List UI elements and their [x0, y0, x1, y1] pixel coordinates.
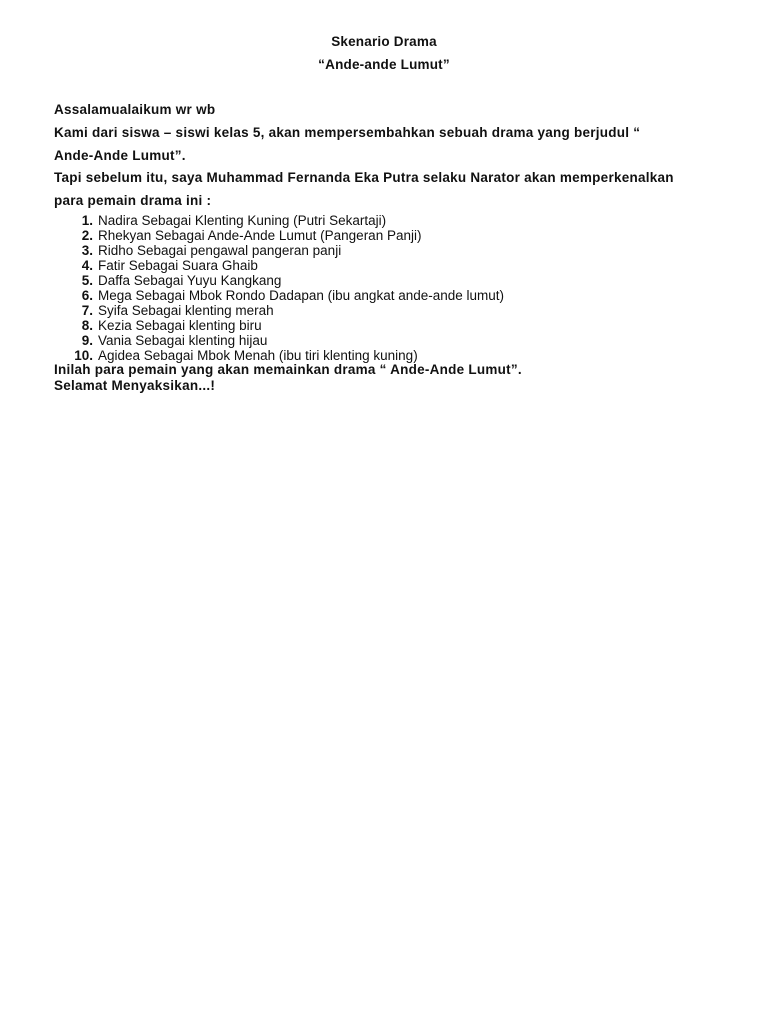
cast-list-item — [54, 213, 734, 228]
greeting-line: Assalamualaikum wr wb — [54, 102, 216, 117]
cast-list-item — [54, 258, 734, 273]
cast-text: Rhekyan Sebagai Ande-Ande Lumut (Pangeran Panji) — [98, 228, 422, 243]
cast-text: Kezia Sebagai klenting biru — [98, 318, 262, 333]
cast-number: 9. — [81, 333, 93, 348]
cast-number: 5. — [81, 273, 93, 288]
cast-text: Vania Sebagai klenting hijau — [98, 333, 268, 348]
cast-text: Daffa Sebagai Yuyu Kangkang — [98, 273, 282, 288]
cast-list — [54, 213, 734, 363]
cast-number: 8. — [81, 318, 93, 333]
cast-text: Syifa Sebagai klenting merah — [98, 303, 274, 318]
intro-line-2: Ande-Ande Lumut”. — [54, 148, 186, 163]
intro-line-1: Kami dari siswa – siswi kelas 5, akan mempersembahkan sebuah drama yang berjudul “ — [54, 125, 641, 140]
cast-number: 4. — [81, 258, 93, 273]
cast-list-item — [54, 318, 734, 333]
cast-list-item — [54, 303, 734, 318]
cast-list-item — [54, 348, 734, 363]
cast-list-item — [54, 243, 734, 258]
cast-text: Nadira Sebagai Klenting Kuning (Putri Sekartaji) — [98, 213, 387, 228]
cast-list-item — [54, 228, 734, 243]
cast-number: 10. — [74, 348, 93, 363]
closing-line-1: Inilah para pemain yang akan memainkan drama “ Ande-Ande Lumut”. — [54, 362, 522, 377]
cast-number: 2. — [81, 228, 93, 243]
cast-number: 3. — [81, 243, 93, 258]
cast-text: Ridho Sebagai pengawal pangeran panji — [98, 243, 342, 258]
cast-number: 7. — [81, 303, 93, 318]
document-subtitle: “Ande-ande Lumut” — [318, 57, 450, 72]
cast-text: Agidea Sebagai Mbok Menah (ibu tiri klenting kuning) — [98, 348, 418, 363]
cast-number: 6. — [81, 288, 93, 303]
document-title: Skenario Drama — [331, 34, 437, 49]
narrator-line-2: para pemain drama ini : — [54, 193, 212, 208]
cast-list-item — [54, 333, 734, 348]
cast-list-item — [54, 273, 734, 288]
cast-text: Mega Sebagai Mbok Rondo Dadapan (ibu angkat ande-ande lumut) — [98, 288, 505, 303]
closing-line-2: Selamat Menyaksikan...! — [54, 378, 216, 393]
narrator-line-1: Tapi sebelum itu, saya Muhammad Fernanda Eka Putra selaku Narator akan memperkenalkan — [54, 170, 674, 185]
cast-number: 1. — [81, 213, 93, 228]
cast-text: Fatir Sebagai Suara Ghaib — [98, 258, 258, 273]
cast-list-item — [54, 288, 734, 303]
